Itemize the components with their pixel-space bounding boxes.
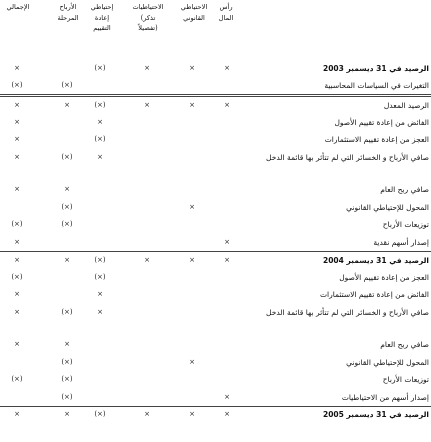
- header-total-line: الإجمالي: [6, 3, 30, 11]
- cell-retained-earnings: (×): [61, 358, 73, 366]
- cell-legal-reserve: ×: [189, 64, 195, 72]
- row-label: العجز من إعادة تقييم الاستثمارات: [324, 135, 429, 144]
- row-label: الرصيد في 31 ديسمبر 2005: [322, 410, 429, 419]
- cell-total: ×: [14, 153, 20, 161]
- header-reserves-line-1: الاحتياطيات: [132, 3, 164, 11]
- row-label: الفائض من إعادة تقييم الأصول: [334, 118, 429, 127]
- row-label: صافي ربح العام: [380, 185, 429, 194]
- cell-capital: ×: [224, 64, 230, 72]
- cell-legal-reserve: ×: [189, 358, 195, 366]
- cell-revaluation-reserve: (×): [94, 410, 106, 418]
- table-row: [0, 96, 431, 114]
- cell-total: (×): [11, 273, 23, 281]
- header-capital-line-2: المال: [218, 13, 234, 22]
- cell-revaluation-reserve: (×): [94, 135, 106, 143]
- cell-total: (×): [11, 220, 23, 228]
- table-row: [0, 304, 431, 336]
- cell-revaluation-reserve: ×: [97, 118, 103, 126]
- cell-retained-earnings: (×): [61, 81, 73, 89]
- cell-retained-earnings: (×): [61, 220, 73, 228]
- cell-total: ×: [14, 118, 20, 126]
- cell-reserves: ×: [144, 64, 150, 72]
- cell-revaluation-reserve: ×: [97, 290, 103, 298]
- table-row: [0, 149, 431, 181]
- header-reval-line-1: إحتياطي: [90, 3, 114, 11]
- header-retained-line-1: الأرباح: [59, 3, 77, 11]
- table-row: [0, 389, 431, 407]
- row-label: إصدار أسهم من الاحتياطيات: [341, 393, 429, 402]
- cell-retained-earnings: ×: [64, 185, 70, 193]
- header-reserves-line-3: تفصيلاً): [138, 24, 158, 32]
- cell-capital: ×: [224, 238, 230, 246]
- cell-revaluation-reserve: (×): [94, 273, 106, 281]
- row-label: صافي ربح العام: [380, 340, 429, 349]
- cell-total: ×: [14, 340, 20, 348]
- header-legal-line-2: القانوني: [183, 13, 205, 22]
- cell-total: ×: [14, 238, 20, 246]
- header-revaluation-reserve: [84, 2, 120, 34]
- header-legal-reserve: [172, 2, 216, 23]
- table-row: [0, 181, 431, 198]
- row-label: الفائض من إعادة تقييم الاستثمارات: [319, 290, 429, 299]
- row-label: صافي الأرباح و الخسائر التي لم تتأثر بها قائمة الدخل: [266, 308, 429, 317]
- table-row: [0, 60, 431, 77]
- cell-capital: ×: [224, 393, 230, 401]
- table-row: [0, 406, 431, 423]
- table-row: [0, 251, 431, 269]
- row-label: المحول للإحتياطي القانوني: [346, 203, 429, 212]
- table-row: [0, 199, 431, 216]
- cell-legal-reserve: ×: [189, 203, 195, 211]
- row-label: صافي الأرباح و الخسائر التي لم تتأثر بها قائمة الدخل: [266, 153, 429, 162]
- cell-retained-earnings: ×: [64, 340, 70, 348]
- cell-revaluation-reserve: (×): [94, 256, 106, 264]
- cell-reserves: ×: [144, 101, 150, 109]
- cell-total: ×: [14, 410, 20, 418]
- header-legal-line-1: الاحتياطي: [180, 3, 208, 11]
- header-total: [0, 2, 36, 13]
- cell-legal-reserve: ×: [189, 410, 195, 418]
- row-label: المحول للإحتياطي القانوني: [346, 358, 429, 367]
- cell-revaluation-reserve: (×): [94, 64, 106, 72]
- cell-retained-earnings: (×): [61, 375, 73, 383]
- cell-capital: ×: [224, 101, 230, 109]
- cell-retained-earnings: (×): [61, 153, 73, 161]
- cell-retained-earnings: (×): [61, 393, 73, 401]
- cell-revaluation-reserve: (×): [94, 101, 106, 109]
- header-retained-earnings: [48, 2, 88, 23]
- cell-total: ×: [14, 308, 20, 316]
- row-label: العجز من إعادة تقييم الأصول: [339, 273, 429, 282]
- row-label: الرصيد المعدل: [383, 101, 429, 110]
- cell-retained-earnings: (×): [61, 203, 73, 211]
- header-reval-line-2: إعادة: [94, 13, 110, 22]
- cell-reserves: ×: [144, 256, 150, 264]
- row-label: توزيعات الأرباح: [382, 375, 429, 384]
- cell-capital: ×: [224, 410, 230, 418]
- header-reserves: [124, 2, 172, 34]
- cell-retained-earnings: ×: [64, 256, 70, 264]
- cell-total: ×: [14, 64, 20, 72]
- cell-legal-reserve: ×: [189, 256, 195, 264]
- table-row: [0, 336, 431, 353]
- cell-total: (×): [11, 375, 23, 383]
- cell-total: ×: [14, 135, 20, 143]
- table-row: [0, 354, 431, 371]
- cell-revaluation-reserve: ×: [97, 308, 103, 316]
- row-label: إصدار أسهم نقدية: [373, 238, 429, 247]
- header-reval-line-3: التقييم: [93, 24, 111, 32]
- table-row: [0, 216, 431, 233]
- cell-retained-earnings: ×: [64, 101, 70, 109]
- row-label: التغيرات في السياسات المحاسبية: [324, 81, 429, 90]
- table-row: [0, 286, 431, 303]
- table-row: [0, 77, 431, 95]
- row-label: توزيعات الأرباح: [382, 220, 429, 229]
- cell-retained-earnings: ×: [64, 410, 70, 418]
- cell-total: (×): [11, 81, 23, 89]
- cell-reserves: ×: [144, 410, 150, 418]
- cell-total: ×: [14, 185, 20, 193]
- header-capital: [214, 2, 238, 23]
- table-row: [0, 114, 431, 131]
- cell-retained-earnings: (×): [61, 308, 73, 316]
- table-row: [0, 234, 431, 252]
- header-retained-line-2: المرحلة: [57, 13, 79, 22]
- cell-total: ×: [14, 290, 20, 298]
- row-label: الرصيد في 31 ديسمبر 2003: [322, 64, 429, 73]
- cell-capital: ×: [224, 256, 230, 264]
- row-label: الرصيد في 31 ديسمبر 2004: [322, 256, 429, 265]
- cell-legal-reserve: ×: [189, 101, 195, 109]
- table-row: [0, 131, 431, 148]
- cell-total: ×: [14, 101, 20, 109]
- cell-revaluation-reserve: ×: [97, 153, 103, 161]
- header-reserves-line-2: (تذكر: [140, 13, 156, 22]
- table-row: [0, 269, 431, 286]
- table-row: [0, 371, 431, 388]
- header-capital-line-1: رأس: [219, 3, 233, 11]
- cell-total: ×: [14, 256, 20, 264]
